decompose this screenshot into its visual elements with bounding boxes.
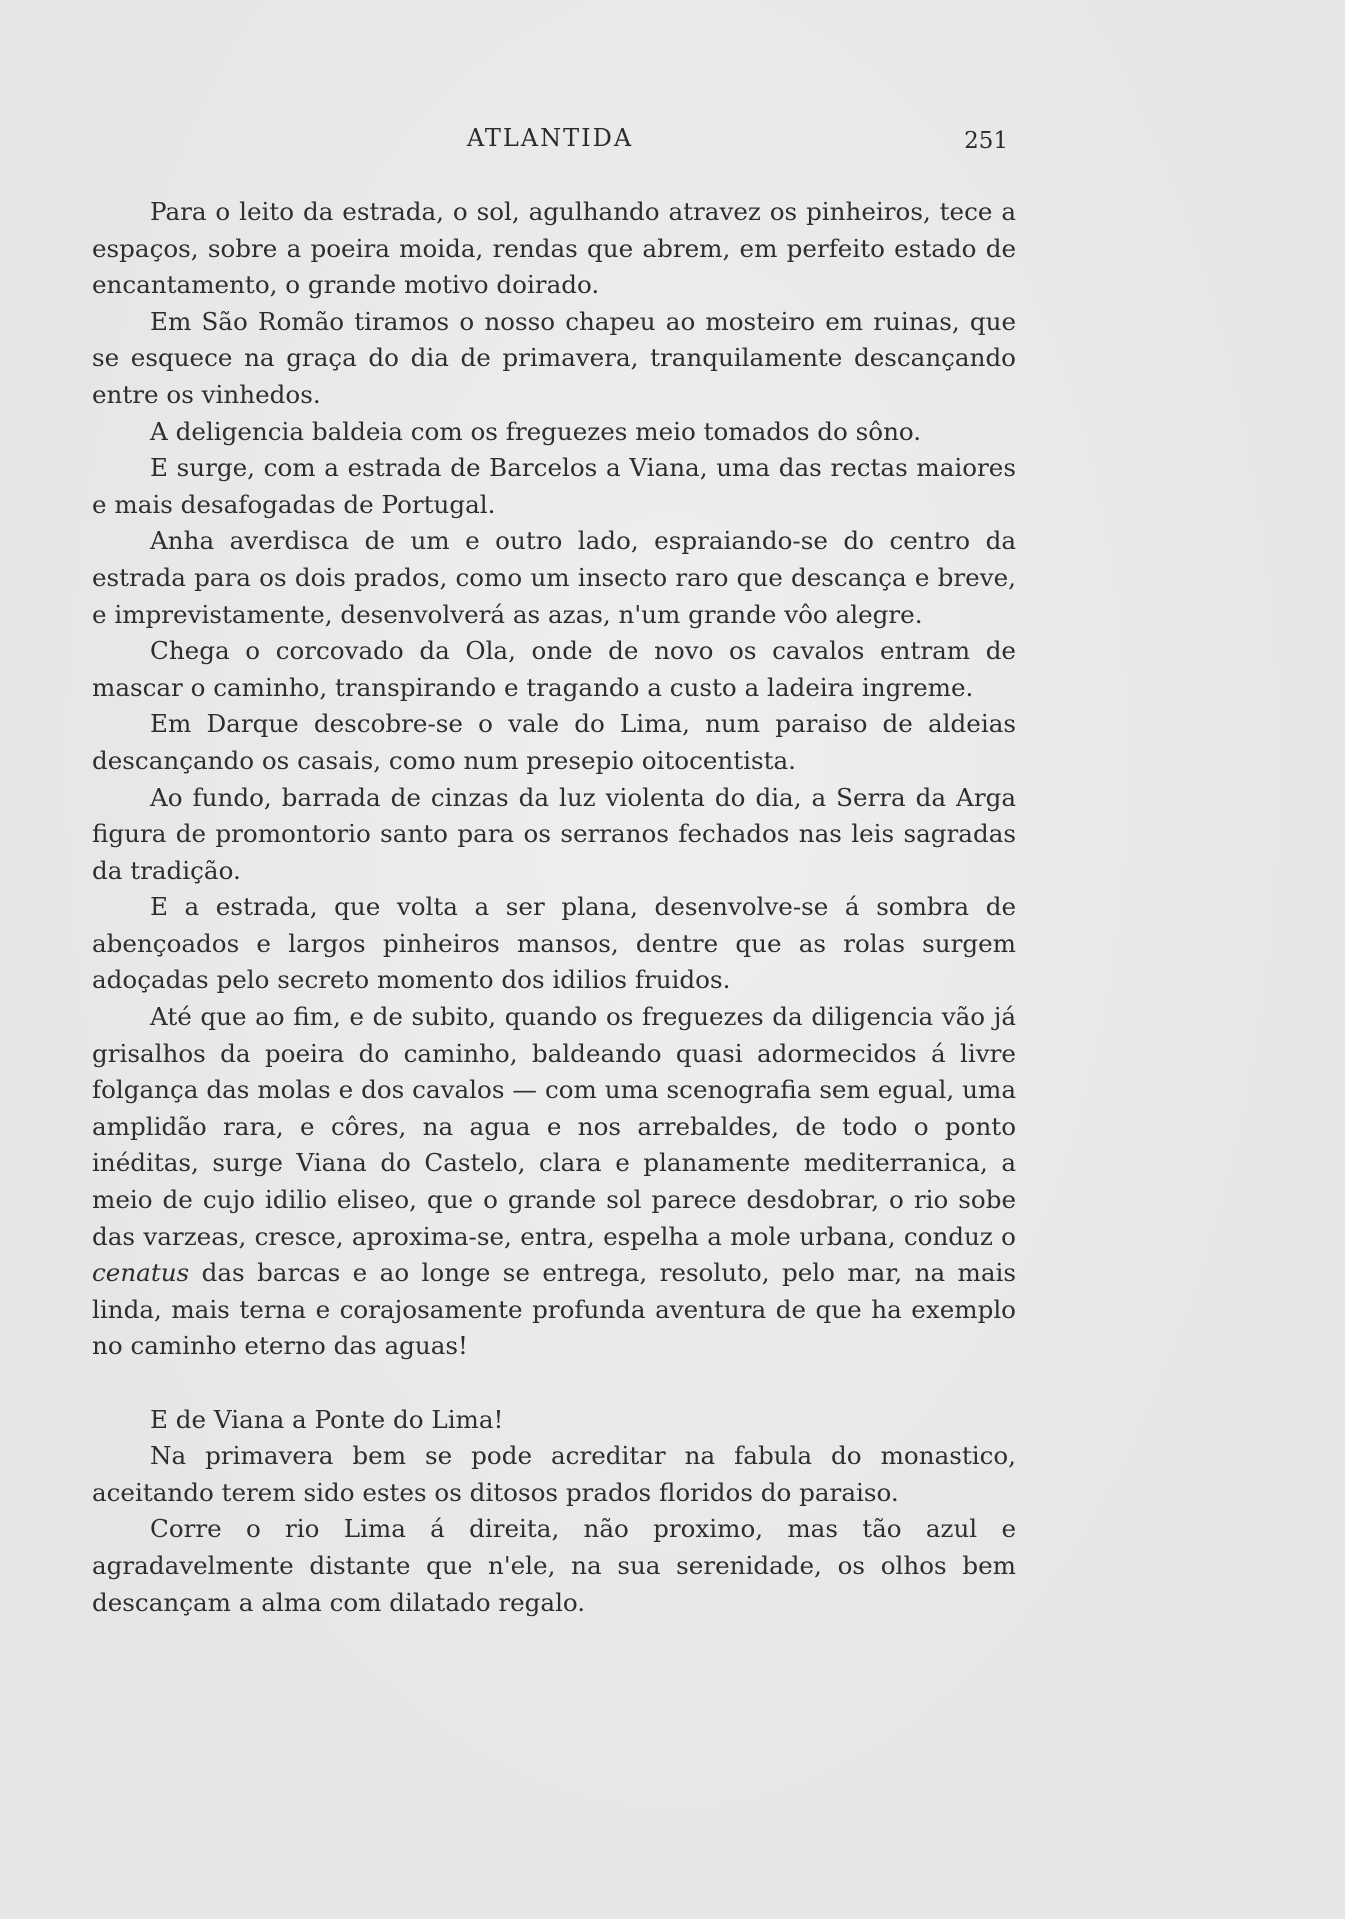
paragraph: Corre o rio Lima á direita, não proximo, mas tão azul e agradavelmente distante que n'ele, na sua serenidade, os olhos bem descançam a alma com dilatado regalo. [92,1514,1016,1617]
running-title: ATLANTIDA [466,124,634,152]
paragraph: E surge, com a estrada de Barcelos a Viana, uma das rectas maiores e mais desafogadas de Portugal. [92,453,1016,519]
page-header [92,124,1008,160]
body-text [92,194,1016,1621]
paragraph: Chega o corcovado da Ola, onde de novo os cavalos entram de mascar o caminho, transpirando e tragando a custo a ladeira ingreme. [92,636,1016,702]
paragraph: Em São Romão tiramos o nosso chapeu ao mosteiro em ruinas, que se esquece na graça do dia de primavera, tranquilamente descançando entre os vinhedos. [92,306,1016,409]
paragraph: Para o leito da estrada, o sol, agulhando atravez os pinheiros, tece a espaços, sobre a poeira moida, rendas que abrem, em perfeito estado de encantamento, o grande motivo doirado. [92,197,1016,300]
paragraph-text: Até que ao fim, e de subito, quando os freguezes da diligencia vão já grisalhos da poeira do caminho, baldeando quasi adormecidos á livre folgança das molas e dos cavalos — com uma scenografia sem egual, uma amplidão rara, e côres, na agua e nos arrebaldes, de todo o ponto inéditas, surge Viana do Castelo, clara e planamente mediterranica, a meio de cujo idilio eliseo, que o grande sol parece desdobrar, o rio sobe das varzeas, cresce, aproxima-se, entra, espelha a mole urbana, conduz o [92,1002,1016,1251]
page-number: 251 [964,128,1008,154]
italic-word: cenatus [92,1258,190,1288]
paragraph: E de Viana a Ponte do Lima! [150,1404,504,1434]
paragraph: Em Darque descobre-se o vale do Lima, num paraiso de aldeias descançando os casais, como num presepio oitocentista. [92,709,1016,775]
paragraph [92,999,1016,1365]
paragraph: A deligencia baldeia com os freguezes meio tomados do sôno. [150,416,922,446]
paragraph: Ao fundo, barrada de cinzas da luz violenta do dia, a Serra da Arga figura de promontorio santo para os serranos fechados nas leis sagradas da tradição. [92,782,1016,885]
paragraph: Anha averdisca de um e outro lado, espraiando-se do centro da estrada para os dois prados, como um insecto raro que descança e breve, e imprevistamente, desenvolverá as azas, n'um grande vôo alegre. [92,526,1016,629]
paragraph: E a estrada, que volta a ser plana, desenvolve-se á sombra de abençoados e largos pinheiros mansos, dentre que as rolas surgem adoçadas pelo secreto momento dos idilios fruidos. [92,892,1016,995]
paragraph: Na primavera bem se pode acreditar na fabula do monastico, aceitando terem sido estes os ditosos prados floridos do paraiso. [92,1441,1016,1507]
paragraph-text: das barcas e ao longe se entrega, resoluto, pelo mar, na mais linda, mais terna e corajosamente profunda aventura de que ha exemplo no caminho eterno das aguas! [92,1258,1016,1361]
